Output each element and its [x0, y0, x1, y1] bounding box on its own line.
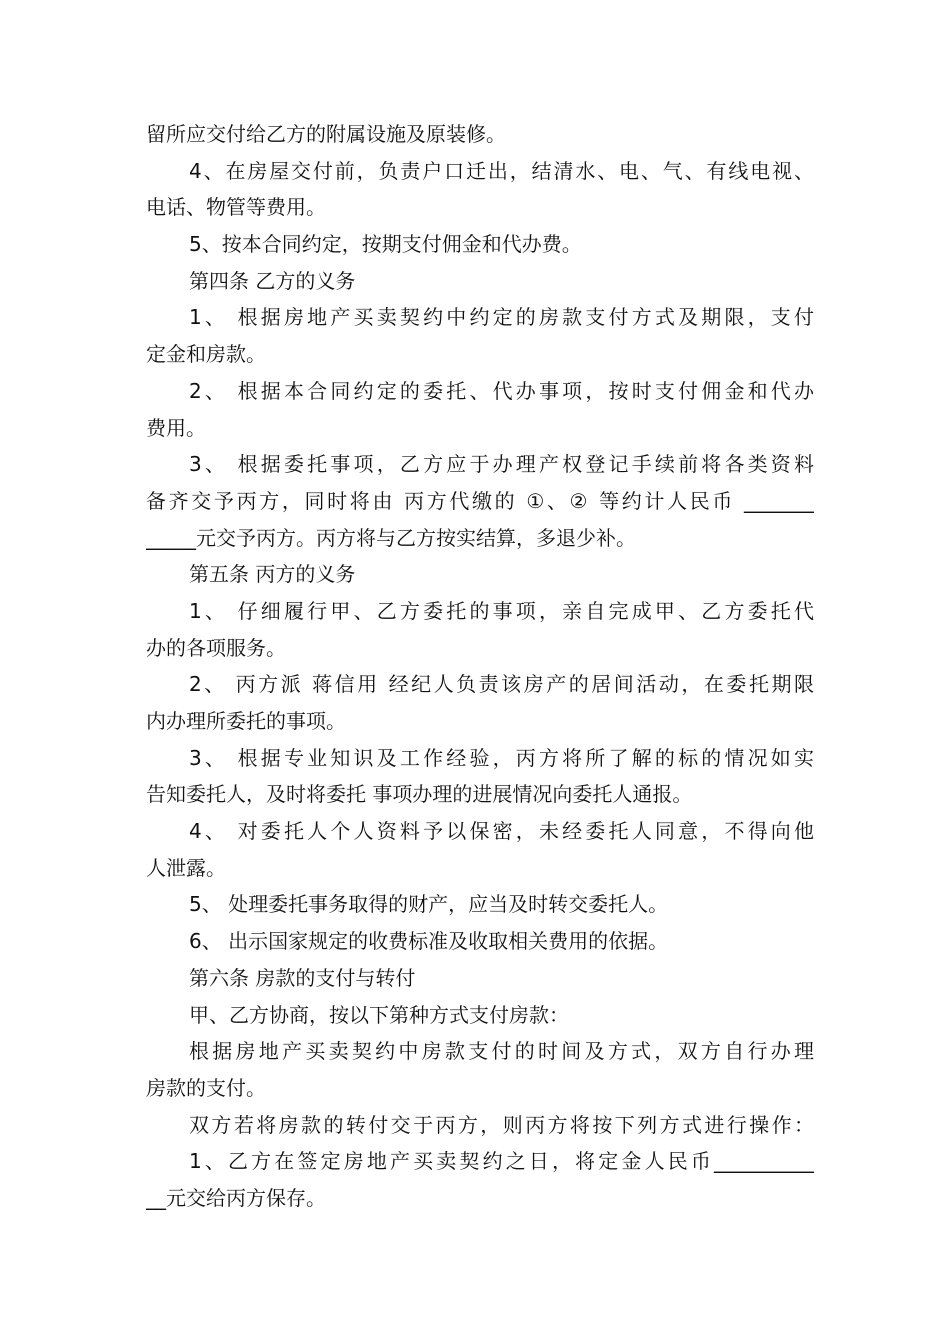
text-line: 备齐交予丙方，同时将由 丙方代缴的 ①、② 等约计人民币 _______ [146, 488, 814, 513]
text-line: 留所应交付给乙方的附属设施及原装修。 [146, 122, 506, 146]
text-line: 4、在房屋交付前，负责户口迁出，结清水、电、气、有线电视、 [189, 158, 814, 183]
contract-text [146, 116, 814, 1217]
text-line: _____元交予丙方。丙方将与乙方按实结算，多退少补。 [146, 525, 636, 550]
text-line: 4、 对委托人个人资料予以保密，未经委托人同意，不得向他 [189, 819, 814, 844]
text-line: 1、 仔细履行甲、乙方委托的事项，亲自完成甲、乙方委托代 [189, 598, 814, 623]
text-line: 5、按本合同约定，按期支付佣金和代办费。 [189, 232, 582, 257]
text-line: 双方若将房款的转付交于丙方，则丙方将按下列方式进行操作： [189, 1112, 814, 1137]
text-line: 3、 根据专业知识及工作经验，丙方将所了解的标的情况如实 [189, 745, 814, 770]
text-line: 1、乙方在签定房地产买卖契约之日，将定金人民币__________ [189, 1149, 814, 1174]
section-heading: 第六条 房款的支付与转付 [189, 965, 416, 990]
section-heading: 第五条 丙方的义务 [189, 562, 356, 587]
text-line: 甲、乙方协商，按以下第种方式支付房款： [189, 1002, 569, 1027]
text-line: 内办理所委托的事项。 [146, 709, 346, 733]
text-line: __元交给丙方保存。 [146, 1185, 326, 1210]
section-heading: 第四条 乙方的义务 [189, 268, 356, 293]
text-line: 办的各项服务。 [146, 635, 286, 660]
text-line: 电话、物管等费用。 [146, 195, 326, 220]
text-line: 1、 根据房地产买卖契约中约定的房款支付方式及期限，支付 [189, 305, 814, 330]
text-line: 费用。 [146, 415, 206, 440]
text-line: 2、 丙方派 蒋信用 经纪人负责该房产的居间活动，在委托期限 [189, 672, 814, 697]
text-line: 定金和房款。 [146, 342, 266, 367]
text-line: 5、 处理委托事务取得的财产，应当及时转交委托人。 [189, 892, 669, 917]
text-line: 6、 出示国家规定的收费标准及收取相关费用的依据。 [189, 929, 669, 954]
text-line: 人泄露。 [146, 855, 226, 880]
text-line: 2、 根据本合同约定的委托、代办事项，按时支付佣金和代办 [189, 378, 814, 403]
text-line: 告知委托人，及时将委托 事项办理的进展情况向委托人通报。 [146, 782, 693, 807]
text-line: 房款的支付。 [146, 1075, 266, 1100]
text-line: 根据房地产买卖契约中房款支付的时间及方式，双方自行办理 [189, 1039, 814, 1064]
text-line: 3、 根据委托事项，乙方应于办理产权登记手续前将各类资料 [189, 452, 814, 477]
